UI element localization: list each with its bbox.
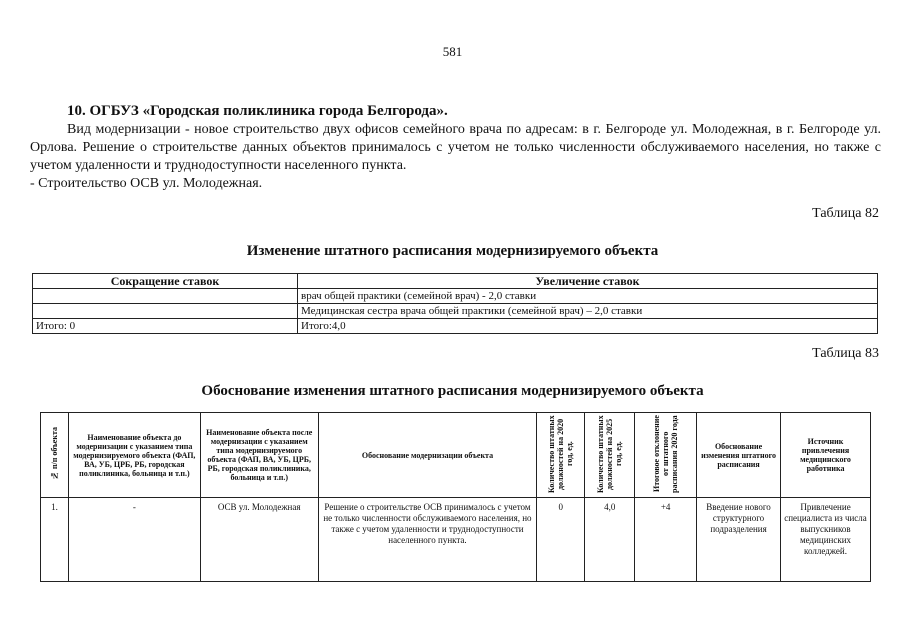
header-source: Источник привлечения медицинского работника [781, 413, 871, 498]
cell-change-reason: Введение нового структурного подразделения [697, 498, 781, 582]
table83-title: Обоснование изменения штатного расписания модернизируемого объекта [201, 383, 704, 399]
header-num-text: № п/п объекта [49, 427, 59, 481]
cell-total-reduce: Итого: 0 [33, 319, 298, 334]
cell-reduce [33, 304, 298, 319]
header-count-2020-text: Количество штатных должностей на 2020 год, ед. [547, 415, 575, 493]
header-deviation [635, 413, 697, 498]
header-name-after: Наименование объекта после модернизации с указанием типа модернизируемого объекта (ФАП, ВА, УБ, ЦРБ, РБ, городская поликлиника, больница и т.п.) [200, 413, 318, 498]
table-header-row [33, 274, 878, 289]
header-count-2020 [537, 413, 585, 498]
table-total-row [33, 319, 878, 334]
justification-table [40, 412, 871, 582]
table-row [33, 304, 878, 319]
cell-source: Привлечение специалиста из числа выпускников медицинских колледжей. [781, 498, 871, 582]
cell-name-after: ОСВ ул. Молодежная [200, 498, 318, 582]
header-change-reason: Обоснование изменения штатного расписания [697, 413, 781, 498]
header-count-2025 [585, 413, 635, 498]
header-justification: Обоснование модернизации объекта [318, 413, 537, 498]
cell-reduce [33, 289, 298, 304]
cell-justification: Решение о строительстве ОСВ принималось с учетом не только численности обслуживаемого населения, но также с учетом удаленности и труднодоступности населенного пункта. [318, 498, 537, 582]
header-num [41, 413, 69, 498]
section-bullet: - Строительство ОСВ ул. Молодежная. [30, 176, 263, 191]
header-increase: Увеличение ставок [298, 274, 878, 289]
cell-increase: врач общей практики (семейной врач) - 2,0 ставки [298, 289, 878, 304]
table82-label: Таблица 82 [812, 206, 879, 221]
cell-deviation: +4 [635, 498, 697, 582]
cell-count-2020: 0 [537, 498, 585, 582]
cell-name-before: - [68, 498, 200, 582]
cell-num: 1. [41, 498, 69, 582]
table83-label: Таблица 83 [812, 346, 879, 361]
cell-count-2025: 4,0 [585, 498, 635, 582]
section-heading: 10. ОГБУЗ «Городская поликлиника города Белгорода». [67, 103, 448, 119]
page-number: 581 [442, 44, 463, 59]
staff-change-table [32, 273, 878, 334]
cell-total-increase: Итого:4,0 [298, 319, 878, 334]
table-row [33, 289, 878, 304]
header-reduce: Сокращение ставок [33, 274, 298, 289]
table-row [41, 498, 871, 582]
cell-increase: Медицинская сестра врача общей практики (семейной врач) – 2,0 ставки [298, 304, 878, 319]
table82-title: Изменение штатного расписания модернизируемого объекта [246, 243, 659, 259]
header-count-2025-text: Количество штатных должностей на 2025 год, ед. [596, 415, 624, 493]
section-paragraph: Вид модернизации - новое строительство двух офисов семейного врача по адресам: в г. Белгороде ул. Молодежная, в г. Белгороде ул. Орлова. Решение о строительстве данных объектов принималось с учетом не только численности обслуживаемого населения, но также с учетом удаленности и труднодоступности населенного пункта. [30, 122, 881, 173]
header-deviation-text: Итоговое отклонение от штатного расписания 2020 года [652, 415, 680, 493]
table-header-row [41, 413, 871, 498]
header-name-before: Наименование объекта до модернизации с указанием типа модернизируемого объекта (ФАП, ВА, УБ, ЦРБ, РБ, городская поликлиника, больница и т.п.) [68, 413, 200, 498]
